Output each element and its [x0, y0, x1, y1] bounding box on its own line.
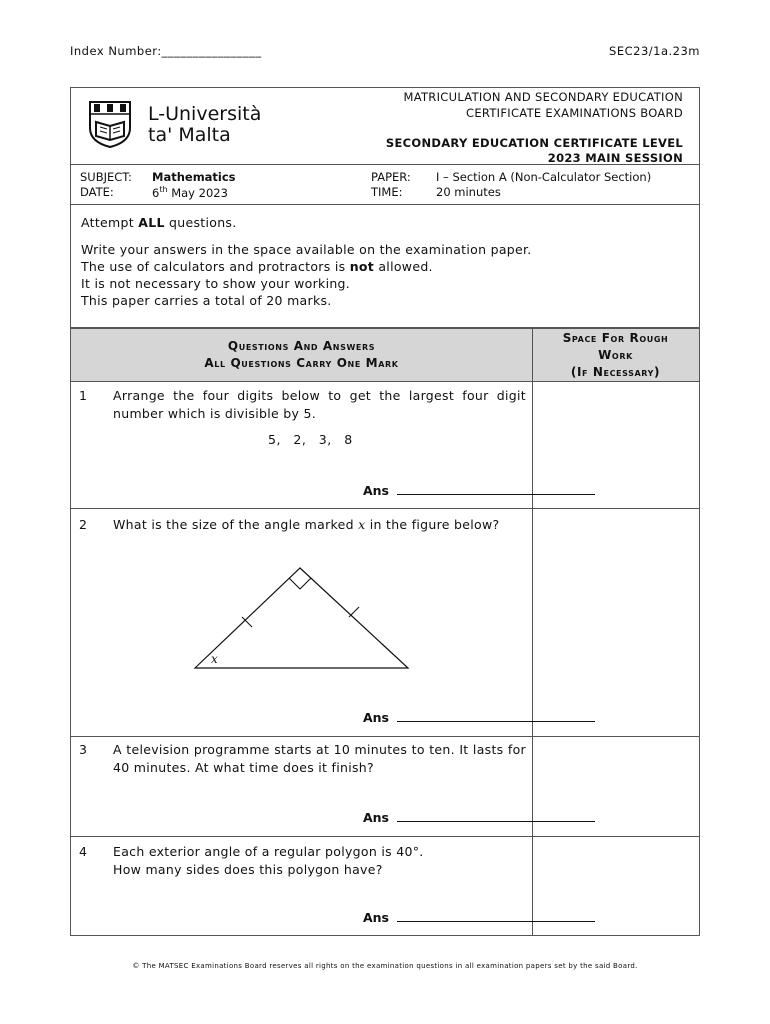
- university-name-line2: ta' Malta: [148, 124, 231, 146]
- instruction-text: allowed.: [374, 259, 433, 274]
- question-text: [113, 843, 526, 879]
- question-number: 2: [79, 517, 87, 532]
- question-text: A television programme starts at 10 minutes to ten. It lasts for 40 minutes. At what time does it finish?: [113, 742, 526, 775]
- question-text-part: in the figure below?: [365, 517, 500, 532]
- instruction-emphasis: not: [349, 259, 375, 274]
- paper-code: SEC23/1a.23m: [609, 44, 700, 58]
- question-digits: 5, 2, 3, 8: [268, 432, 353, 447]
- row-divider: [70, 736, 700, 737]
- question-number: 1: [79, 388, 87, 403]
- paper-value: I – Section A (Non-Calculator Section): [436, 170, 652, 184]
- index-number-field: Index Number:________________: [70, 44, 262, 58]
- university-name: [148, 104, 261, 146]
- isosceles-right-triangle-figure: [185, 560, 420, 675]
- divider: [70, 204, 700, 205]
- answer-line[interactable]: [397, 711, 595, 722]
- answer-label: Ans: [362, 710, 389, 725]
- instruction-text: Attempt: [81, 215, 139, 230]
- answer-label: Ans: [362, 483, 389, 498]
- instruction-text: The use of calculators and protractors is: [81, 259, 350, 274]
- copyright-footer: © The MATSEC Examinations Board reserves all rights on the examination questions in all examination papers set by the said Board.: [132, 962, 638, 970]
- date-value: [152, 185, 228, 200]
- date-rest: May 2023: [167, 185, 228, 200]
- instruction-line: It is not necessary to show your working.: [81, 276, 351, 291]
- answer-line[interactable]: [397, 484, 595, 495]
- exam-level-line1: SECONDARY EDUCATION CERTIFICATE LEVEL: [385, 136, 683, 150]
- header-questions-and-answers: [71, 338, 532, 372]
- date-day: 6: [152, 185, 160, 200]
- question-variable: x: [358, 517, 366, 532]
- answer-field[interactable]: [363, 910, 595, 925]
- board-name-line1: MATRICULATION AND SECONDARY EDUCATION: [403, 90, 683, 104]
- question-text: Arrange the four digits below to get the largest four digit number which is divisible by 5.: [113, 388, 526, 421]
- answer-line[interactable]: [397, 911, 595, 922]
- answer-field[interactable]: [363, 483, 595, 498]
- row-divider: [70, 508, 700, 509]
- university-crest-logo: [86, 98, 134, 148]
- header-rough-line1: Space For Rough: [562, 331, 669, 345]
- instruction-line: Write your answers in the space available on the examination paper.: [81, 242, 532, 257]
- row-divider: [70, 836, 700, 837]
- university-name-line1: L-Università: [148, 103, 262, 125]
- board-name: [403, 89, 683, 121]
- answer-field[interactable]: [363, 810, 595, 825]
- angle-label-x: x: [211, 652, 218, 666]
- row-divider: [70, 381, 700, 382]
- subject-label: SUBJECT:: [80, 170, 132, 184]
- instruction-attempt: [81, 214, 532, 231]
- subject-value: Mathematics: [152, 170, 236, 184]
- header-qa-line2: All Questions Carry One Mark: [204, 356, 399, 370]
- date-label: DATE:: [80, 185, 114, 199]
- answer-label: Ans: [362, 810, 389, 825]
- header-rough-work: [532, 330, 699, 381]
- question-text-line1: Each exterior angle of a regular polygon is 40°.: [113, 844, 424, 859]
- instruction-text: questions.: [164, 215, 237, 230]
- instruction-line: This paper carries a total of 20 marks.: [81, 293, 332, 308]
- header-rough-line2: Work: [598, 348, 633, 362]
- instruction-emphasis: ALL: [138, 215, 165, 230]
- question-text-part: What is the size of the angle marked: [113, 517, 359, 532]
- question-number: 3: [79, 742, 87, 757]
- answer-field[interactable]: [363, 710, 595, 725]
- time-value: 20 minutes: [436, 185, 501, 199]
- answer-line[interactable]: [397, 811, 595, 822]
- instruction-line: [81, 258, 532, 275]
- exam-session: 2023 MAIN SESSION: [547, 151, 683, 165]
- question-number: 4: [79, 844, 87, 859]
- answer-label: Ans: [362, 910, 389, 925]
- column-divider: [532, 328, 533, 936]
- time-label: TIME:: [371, 185, 403, 199]
- question-text: [113, 516, 526, 534]
- board-name-line2: CERTIFICATE EXAMINATIONS BOARD: [466, 106, 683, 120]
- header-rough-line3: (If Necessary): [570, 365, 661, 379]
- paper-label: PAPER:: [371, 170, 411, 184]
- date-suffix: th: [159, 185, 168, 194]
- instructions: [81, 214, 532, 309]
- question-text-line2: How many sides does this polygon have?: [113, 862, 383, 877]
- exam-level: [386, 136, 683, 166]
- header-qa-line1: Questions And Answers: [227, 339, 376, 353]
